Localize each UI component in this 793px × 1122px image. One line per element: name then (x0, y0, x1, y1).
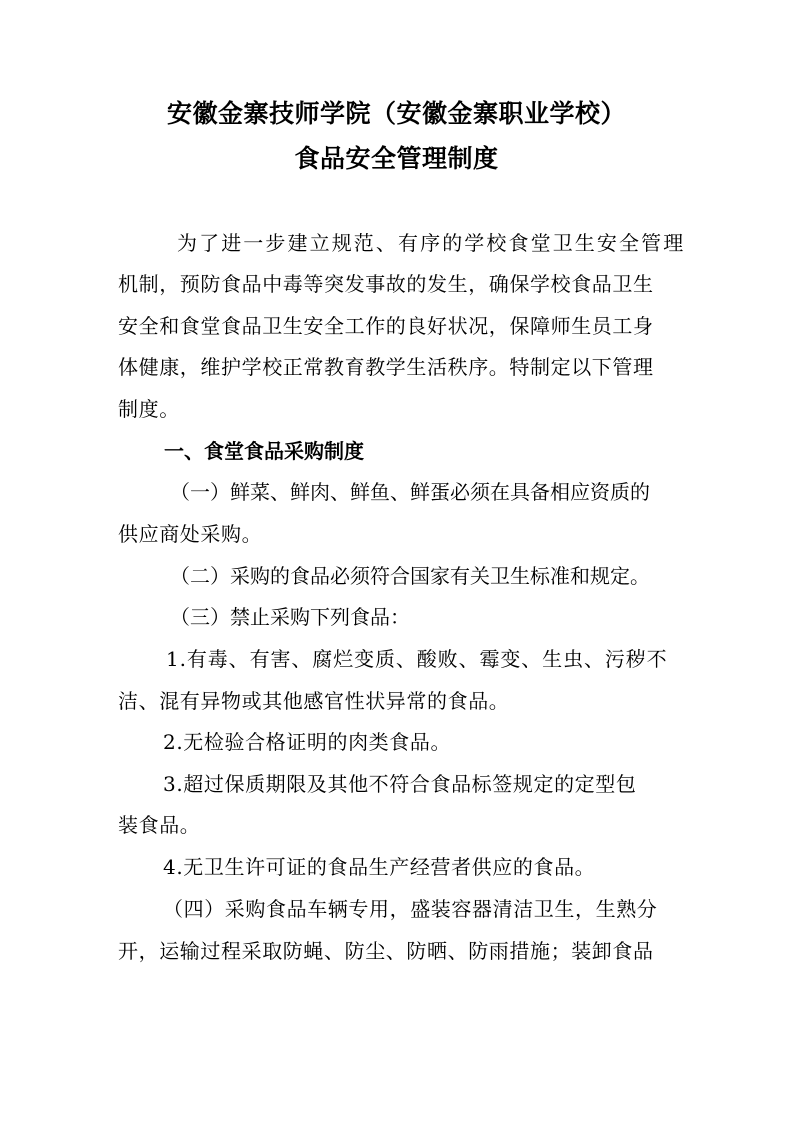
paragraph-line: 为了进一步建立规范、有序的学校食堂卫生安全管理 (177, 231, 686, 255)
document-title-line-1: 安徽金寨技师学院（安徽金寨职业学校） (166, 99, 626, 128)
paragraph-line: 安全和食堂食品卫生安全工作的良好状况，保障师生员工身 (118, 314, 654, 338)
paragraph-line: 机制，预防食品中毒等突发事故的发生，确保学校食品卫生 (118, 272, 654, 296)
paragraph-line: （四）采购食品车辆专用，盛装容器清洁卫生，生熟分 (163, 897, 658, 921)
list-item-line: 3.超过保质期限及其他不符合食品标签规定的定型包 (163, 772, 637, 796)
list-item-line: 1.有毒、有害、腐烂变质、酸败、霉变、生虫、污秽不 (166, 647, 668, 671)
list-item-line: 洁、混有异物或其他感官性状异常的食品。 (118, 689, 510, 713)
paragraph-line: 供应商处采购。 (118, 522, 263, 546)
document-title-line-2: 食品安全管理制度 (294, 144, 499, 173)
list-item-line: 4.无卫生许可证的食品生产经营者供应的食品。 (163, 855, 596, 879)
list-item-line: 2.无检验合格证明的肉类食品。 (163, 730, 452, 754)
paragraph-line: （一）鲜菜、鲜肉、鲜鱼、鲜蛋必须在具备相应资质的 (170, 480, 650, 504)
paragraph-line: （二）采购的食品必须符合国家有关卫生标准和规定。 (170, 564, 650, 588)
paragraph-line: 制度。 (118, 397, 180, 421)
paragraph-line: （三）禁止采购下列食品： (170, 605, 410, 629)
paragraph-line: 开，运输过程采取防蝇、防尘、防晒、防雨措施；装卸食品 (118, 939, 654, 963)
list-item-line: 装食品。 (118, 813, 201, 837)
paragraph-line: 体健康，维护学校正常教育教学生活秩序。特制定以下管理 (118, 355, 654, 379)
section-heading: 一、食堂食品采购制度 (164, 439, 364, 463)
